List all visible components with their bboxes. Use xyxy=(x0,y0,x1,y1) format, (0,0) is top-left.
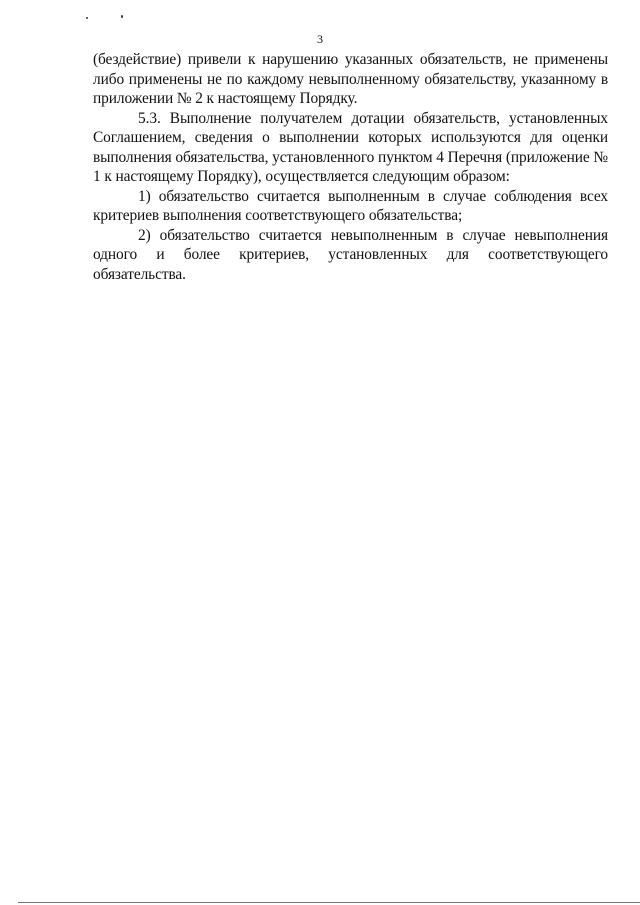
page-number: 3 xyxy=(317,32,323,46)
list-item-2: 2) обязательство считается невыполненным в случае невыполнения одного и более критериев, установленных для соответствующего обязательства. xyxy=(93,226,608,283)
scan-edge-line xyxy=(18,902,640,903)
list-item-1: 1) обязательство считается выполненным в случае соблюдения всех критериев выполнения соответствующего обязательства; xyxy=(93,187,608,224)
paragraph-5-3: 5.3. Выполнение получателем дотации обязательств, установленных Соглашением, сведения о выполнении которых используются для оценки выполнения обязательства, установленного пунктом 4 Перечня (приложение № 1 к настоящему Порядку), осуществляется следующим образом: xyxy=(93,109,608,185)
document-body xyxy=(93,50,608,284)
scan-speck xyxy=(86,17,88,19)
scan-speck xyxy=(121,15,123,18)
paragraph-continuation: (бездействие) привели к нарушению указанных обязательств, не применены либо применены не по каждому невыполненному обязательству, указанному в приложении № 2 к настоящему Порядку. xyxy=(93,51,608,107)
